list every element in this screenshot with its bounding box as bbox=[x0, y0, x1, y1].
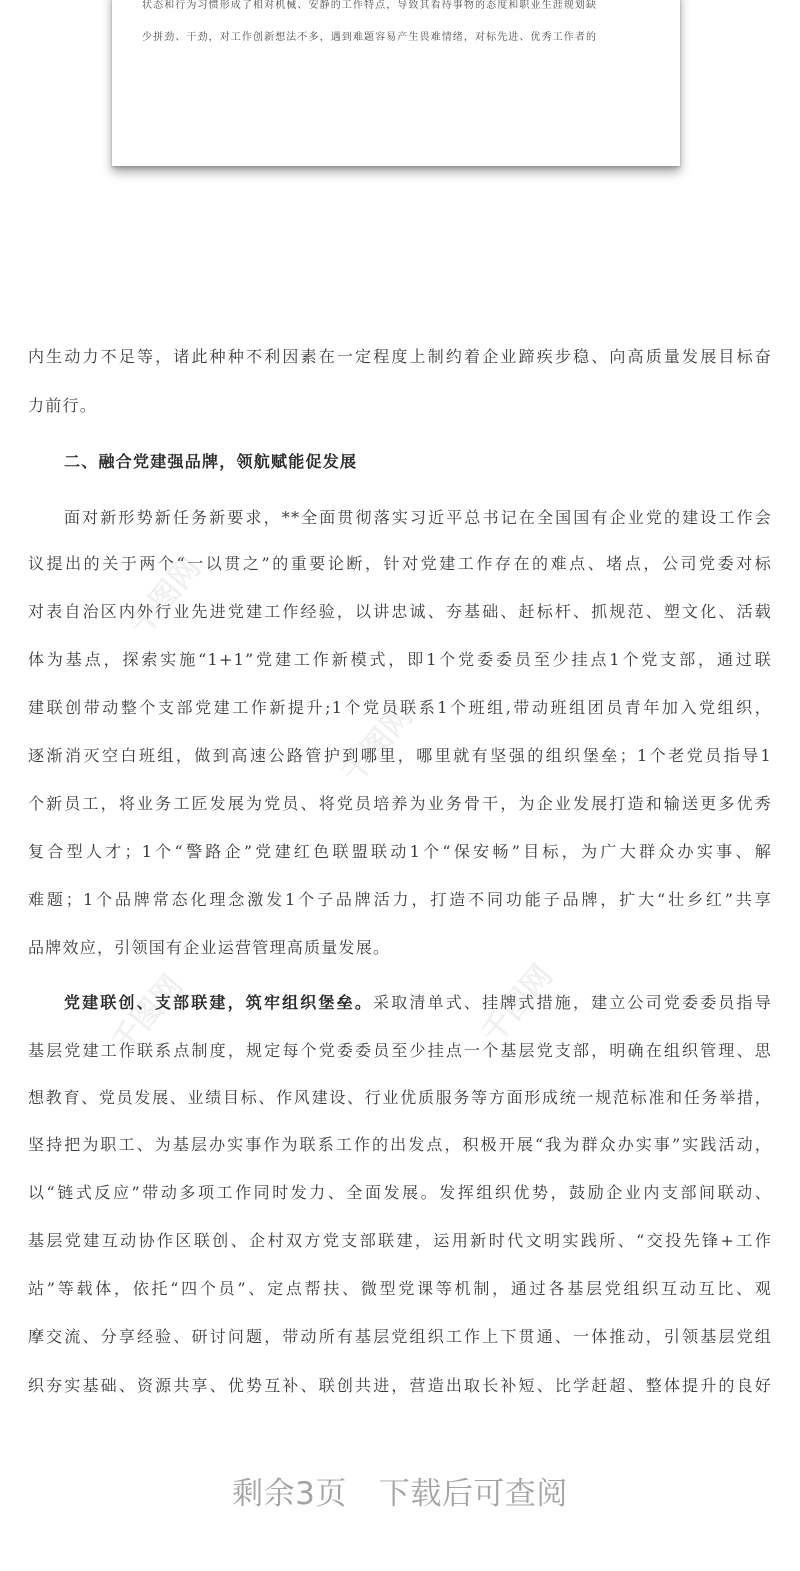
paragraph-line: 逐渐消灭空白班组，做到高速公路管护到哪里，哪里就有坚强的组织堡垒；1个老党员指导1 bbox=[28, 746, 772, 765]
paragraph-line: 建联创带动整个支部党建工作新提升;1个党员联系1个班组,带动班组团员青年加入党组织， bbox=[28, 698, 772, 717]
paragraph-line: 想教育、党员发展、业绩目标、作风建设、行业优质服务等方面形成统一规范标准和任务举措， bbox=[28, 1088, 772, 1107]
paragraph-line: 面对新形势新任务新要求，**全面贯彻落实习近平总书记在全国国有企业党的建设工作会 bbox=[64, 508, 772, 527]
paragraph-line: 以“链式反应”带动多项工作同时发力、全面发展。发挥组织优势，鼓励企业内支部间联动、 bbox=[28, 1183, 772, 1202]
watermark: 千图网 bbox=[123, 550, 209, 642]
paragraph-line bbox=[28, 992, 772, 1014]
watermark: 千图网 bbox=[335, 698, 421, 790]
paragraph-line: 品牌效应，引领国有企业运营管理高质量发展。 bbox=[28, 938, 391, 957]
paragraph-line: 织夯实基础、资源共享、优势互补、联创共进，营造出取长补短、比学赶超、整体提升的良好 bbox=[28, 1376, 772, 1395]
paragraph-line: 站”等载体，依托“四个员”、定点帮扶、微型党课等机制，通过各基层党组织互动互比、观 bbox=[28, 1279, 772, 1298]
paragraph-line: 个新员工，将业务工匠发展为党员、将党员培养为业务骨干，为企业发展打造和输送更多优秀 bbox=[28, 794, 772, 813]
paragraph-line: 体为基点，探索实施“1+1”党建工作新模式，即1个党委委员至少挂点1个党支部，通过联 bbox=[28, 650, 772, 669]
bold-lead: 党建联创、支部联建，筑牢组织堡垒。 bbox=[64, 993, 374, 1012]
section-heading: 二、融合党建强品牌，领航赋能促发展 bbox=[64, 452, 358, 471]
paragraph-line: 坚持把为职工、为基层办实事作为联系工作的出发点，积极开展“我为群众办实事”实践活动， bbox=[28, 1135, 772, 1154]
paragraph-line: 摩交流、分享经验、研讨问题，带动所有基层党组织工作上下贯通、一体推动，引领基层党组 bbox=[28, 1327, 772, 1346]
paragraph-line: 对表自治区内外行业先进党建工作经验，以讲忠诚、夯基础、赶标杆、抓规范、塑文化、活载 bbox=[28, 602, 772, 621]
preview-line: 少拼劲、干劲，对工作创新想法不多，遇到难题容易产生畏难情绪，对标先进、优秀工作者的 bbox=[142, 32, 598, 43]
paragraph-line: 内生动力不足等，诸此种种不利因素在一定程度上制约着企业蹄疾步稳、向高质量发展目标奋 bbox=[28, 347, 772, 366]
paragraph-line: 力前行。 bbox=[28, 396, 98, 415]
watermark: 千图网 bbox=[475, 958, 561, 1050]
paragraph-line: 难题；1个品牌常态化理念激发1个子品牌活力，打造不同功能子品牌，扩大“壮乡红”共享 bbox=[28, 890, 772, 909]
paragraph-line: 基层党建工作联系点制度，规定每个党委委员至少挂点一个基层党支部，明确在组织管理、思 bbox=[28, 1041, 772, 1060]
watermark: 千图网 bbox=[105, 968, 191, 1060]
paragraph-line: 复合型人才；1个“警路企”党建红色联盟联动1个“保安畅”目标，为广大群众办实事、解 bbox=[28, 842, 772, 861]
document-preview-card bbox=[112, 0, 680, 166]
paragraph-line: 基层党建互动协作区联创、企村双方党支部联建，运用新时代文明实践所、“交投先锋+工作 bbox=[28, 1231, 772, 1250]
remaining-pages-label: 剩余3页 bbox=[232, 1476, 347, 1512]
remaining-pages-banner[interactable] bbox=[0, 1468, 800, 1513]
download-hint-label: 下载后可查阅 bbox=[378, 1476, 568, 1512]
paragraph-text: 采取清单式、挂牌式措施，建立公司党委委员指导 bbox=[373, 993, 772, 1012]
preview-line: 状态和行为习惯形成了相对机械、安静的工作特点，导致其看待事物的态度和职业生涯规划缺 bbox=[142, 0, 598, 11]
paragraph-line: 议提出的关于两个“一以贯之”的重要论断，针对党建工作存在的难点、堵点，公司党委对标 bbox=[28, 554, 772, 573]
